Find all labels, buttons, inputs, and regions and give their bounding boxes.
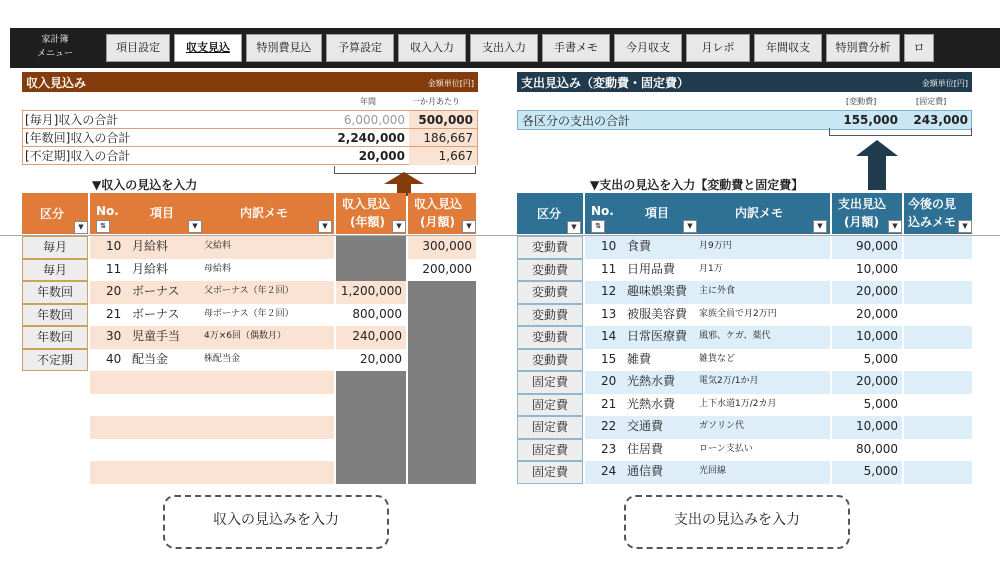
expense-row-item: 交通費 bbox=[627, 419, 664, 433]
income-row-memo: 父ボーナス（年２回） bbox=[204, 286, 294, 296]
income-row-memo: 株配当金 bbox=[204, 353, 241, 364]
table-row[interactable] bbox=[585, 439, 830, 462]
table-row[interactable] bbox=[585, 259, 830, 282]
income-summary-monthly[interactable]: 500,000 bbox=[409, 111, 477, 129]
income-row-no: 30 bbox=[106, 329, 122, 343]
income-summary-row bbox=[22, 110, 478, 129]
income-row-annual[interactable] bbox=[336, 259, 406, 282]
expense-col-fixed: [固定費] bbox=[916, 97, 947, 106]
expense-summary-label: 各区分の支出の合計 bbox=[522, 114, 631, 128]
income-row-item: 月給料 bbox=[132, 261, 169, 276]
expense-row-amount[interactable]: 20,000 bbox=[832, 304, 902, 327]
expense-th-amount: 支出見込 (月額) ▼ bbox=[832, 193, 902, 234]
expense-row-amount[interactable]: 90,000 bbox=[832, 236, 902, 259]
income-row-annual[interactable]: 240,000 bbox=[336, 326, 406, 349]
income-row-item: 配当金 bbox=[132, 351, 169, 366]
income-summary-row bbox=[22, 146, 478, 165]
expense-unit: 金額単位[円] bbox=[921, 79, 968, 88]
expense-row-no: 24 bbox=[601, 464, 617, 478]
expense-row-memo: ローン支払い bbox=[699, 443, 753, 454]
expense-row-amount[interactable]: 20,000 bbox=[832, 281, 902, 304]
expense-row-amount[interactable]: 10,000 bbox=[832, 326, 902, 349]
table-row[interactable] bbox=[585, 349, 830, 372]
tab-5[interactable]: 収入入力 bbox=[398, 34, 466, 62]
income-th-memo: 内訳メモ bbox=[240, 206, 289, 220]
table-row[interactable] bbox=[585, 371, 830, 394]
expense-row-item: 日常医療費 bbox=[627, 329, 688, 343]
expense-row-no: 15 bbox=[601, 351, 617, 366]
table-row[interactable] bbox=[90, 439, 334, 462]
income-arrow-icon bbox=[384, 172, 424, 184]
income-row-monthly[interactable] bbox=[408, 371, 476, 394]
income-row-kubun[interactable]: 不定期 bbox=[22, 349, 88, 372]
expense-row-memo: 電気2万/1か月 bbox=[699, 376, 759, 386]
income-th-monthly: 収入見込 (月額) ▼ bbox=[408, 193, 476, 234]
expense-col-variable: [変動費] bbox=[846, 97, 877, 106]
table-row[interactable] bbox=[90, 461, 334, 484]
expense-row-amount[interactable]: 5,000 bbox=[832, 394, 902, 417]
filter-dropdown-icon[interactable]: ▼ bbox=[567, 221, 581, 234]
filter-dropdown-icon[interactable]: ▼ bbox=[318, 220, 332, 233]
income-section-header bbox=[22, 72, 478, 92]
expense-th-main bbox=[585, 193, 830, 234]
income-row-annual[interactable] bbox=[336, 416, 406, 439]
expense-row-kubun[interactable]: 固定費 bbox=[517, 394, 583, 417]
expense-title: 支出見込み（変動費・固定費） bbox=[521, 76, 690, 90]
menu-label-line2: メニュー bbox=[36, 49, 73, 59]
table-row[interactable] bbox=[585, 416, 830, 439]
table-row[interactable] bbox=[90, 349, 334, 372]
income-row-no: 40 bbox=[106, 351, 122, 366]
expense-row-kubun[interactable]: 変動費 bbox=[517, 281, 583, 304]
sort-icon[interactable]: ⇅ bbox=[591, 220, 605, 233]
income-row-annual[interactable] bbox=[336, 439, 406, 462]
expense-row-future-memo[interactable] bbox=[904, 259, 972, 282]
expense-row-kubun[interactable]: 変動費 bbox=[517, 236, 583, 259]
expense-arrow-icon bbox=[856, 140, 898, 156]
income-row-monthly[interactable] bbox=[408, 326, 476, 349]
income-row-monthly[interactable]: 200,000 bbox=[408, 259, 476, 282]
table-row[interactable] bbox=[90, 281, 334, 304]
income-row-no: 11 bbox=[106, 261, 122, 276]
table-row[interactable] bbox=[90, 394, 334, 417]
expense-row-no: 22 bbox=[601, 419, 617, 433]
expense-row-no: 13 bbox=[601, 306, 617, 321]
income-row-annual[interactable] bbox=[336, 371, 406, 394]
expense-row-memo: 月1万 bbox=[699, 263, 723, 274]
expense-th-future: 今後の見 込みメモ ▼ bbox=[904, 193, 972, 234]
income-summary-annual[interactable]: 20,000 bbox=[358, 149, 405, 163]
filter-dropdown-icon[interactable]: ▼ bbox=[188, 220, 202, 233]
filter-dropdown-icon[interactable]: ▼ bbox=[392, 220, 406, 233]
income-row-monthly[interactable] bbox=[408, 461, 476, 484]
income-summary-annual[interactable]: 2,240,000 bbox=[337, 131, 405, 145]
table-row[interactable] bbox=[90, 236, 334, 259]
income-title: 収入見込み bbox=[26, 76, 87, 90]
table-row[interactable] bbox=[90, 326, 334, 349]
tab-3[interactable]: 特別費見込 bbox=[246, 34, 322, 62]
expense-row-memo: 光回線 bbox=[699, 466, 727, 476]
table-row[interactable] bbox=[585, 326, 830, 349]
expense-th-memo: 内訳メモ bbox=[735, 206, 784, 220]
income-col-monthly: 一か月あたり bbox=[412, 97, 460, 106]
income-summary-label: [毎月]収入の合計 bbox=[25, 113, 119, 127]
income-summary-label: [不定期]収入の合計 bbox=[25, 149, 131, 163]
income-row-monthly[interactable]: 300,000 bbox=[408, 236, 476, 259]
menu-button[interactable] bbox=[10, 28, 100, 68]
income-row-kubun[interactable]: 年数回 bbox=[22, 304, 88, 327]
filter-dropdown-icon[interactable]: ▼ bbox=[683, 220, 697, 233]
filter-dropdown-icon[interactable]: ▼ bbox=[958, 220, 972, 233]
tab-4[interactable]: 予算設定 bbox=[326, 34, 394, 62]
expense-row-no: 21 bbox=[601, 396, 617, 411]
income-row-item: 月給料 bbox=[132, 239, 169, 253]
filter-dropdown-icon[interactable]: ▼ bbox=[813, 220, 827, 233]
income-row-monthly[interactable] bbox=[408, 394, 476, 417]
income-th-annual: 収入見込 (年額) ▼ bbox=[336, 193, 406, 234]
expense-row-item: 日用品費 bbox=[627, 261, 676, 276]
expense-row-memo: 風邪、ケガ、薬代 bbox=[699, 331, 771, 341]
expense-row-no: 11 bbox=[601, 261, 617, 276]
table-row[interactable] bbox=[585, 281, 830, 304]
expense-callout: 支出の見込みを入力 bbox=[624, 495, 850, 549]
expense-row-amount[interactable]: 10,000 bbox=[832, 416, 902, 439]
expense-row-kubun[interactable]: 変動費 bbox=[517, 349, 583, 372]
income-row-kubun[interactable]: 毎月 bbox=[22, 236, 88, 259]
income-row-memo: 母給料 bbox=[204, 263, 232, 274]
table-row[interactable] bbox=[585, 304, 830, 327]
income-callout: 収入の見込みを入力 bbox=[163, 495, 389, 549]
expense-bracket bbox=[829, 128, 972, 136]
income-row-no: 21 bbox=[106, 306, 122, 321]
tab-6[interactable]: 支出入力 bbox=[470, 34, 538, 62]
expense-row-memo: 家族全員で月2万円 bbox=[699, 308, 777, 319]
income-summary-label: [年数回]収入の合計 bbox=[25, 131, 131, 145]
expense-row-item: 雑費 bbox=[627, 351, 652, 366]
expense-row-amount[interactable]: 80,000 bbox=[832, 439, 902, 462]
expense-section-header bbox=[517, 72, 972, 92]
expense-row-memo: 主に外食 bbox=[699, 286, 736, 296]
expense-row-no: 20 bbox=[601, 374, 617, 388]
income-row-no: 10 bbox=[106, 239, 122, 253]
tab-7[interactable]: 手書メモ bbox=[542, 34, 610, 62]
expense-row-item: 光熱水費 bbox=[627, 396, 676, 411]
expense-row-kubun[interactable]: 固定費 bbox=[517, 439, 583, 462]
expense-th-item: 項目 bbox=[645, 206, 670, 220]
expense-input-heading: ▼支出の見込を入力【変動費と固定費】 bbox=[590, 178, 804, 192]
expense-row-amount[interactable]: 5,000 bbox=[832, 349, 902, 372]
expense-row-future-memo[interactable] bbox=[904, 394, 972, 417]
tab-12[interactable]: ロ bbox=[904, 34, 934, 62]
expense-row-future-memo[interactable] bbox=[904, 326, 972, 349]
income-row-kubun[interactable]: 年数回 bbox=[22, 281, 88, 304]
expense-row-kubun[interactable]: 固定費 bbox=[517, 416, 583, 439]
income-summary-monthly[interactable]: 186,667 bbox=[409, 129, 477, 147]
expense-row-future-memo[interactable] bbox=[904, 304, 972, 327]
tab-1[interactable]: 項目設定 bbox=[106, 34, 170, 62]
income-col-annual: 年間 bbox=[360, 97, 376, 106]
expense-row-memo: 雑貨など bbox=[699, 353, 736, 364]
expense-row-future-memo[interactable] bbox=[904, 236, 972, 259]
filter-dropdown-icon[interactable]: ▼ bbox=[888, 220, 902, 233]
income-row-memo: 母ボーナス（年２回） bbox=[204, 308, 294, 319]
expense-row-kubun[interactable]: 変動費 bbox=[517, 304, 583, 327]
expense-row-kubun[interactable]: 固定費 bbox=[517, 371, 583, 394]
income-row-item: 児童手当 bbox=[132, 329, 181, 343]
income-row-monthly[interactable] bbox=[408, 416, 476, 439]
expense-th-kubun: 区分 ▼ bbox=[517, 193, 583, 234]
income-row-annual[interactable] bbox=[336, 461, 406, 484]
table-row[interactable] bbox=[90, 371, 334, 394]
table-row[interactable] bbox=[90, 416, 334, 439]
expense-row-item: 被服美容費 bbox=[627, 306, 688, 321]
tab-8[interactable]: 今月収支 bbox=[614, 34, 682, 62]
table-row[interactable] bbox=[585, 236, 830, 259]
tab-9[interactable]: 月レポ bbox=[686, 34, 750, 62]
expense-row-item: 通信費 bbox=[627, 464, 664, 478]
income-summary-row bbox=[22, 128, 478, 147]
income-row-annual[interactable]: 800,000 bbox=[336, 304, 406, 327]
table-row[interactable] bbox=[90, 259, 334, 282]
income-input-heading: ▼収入の見込を入力 bbox=[92, 178, 198, 192]
income-row-monthly[interactable] bbox=[408, 439, 476, 462]
income-unit: 金額単位[円] bbox=[427, 79, 474, 88]
income-row-monthly[interactable] bbox=[408, 281, 476, 304]
expense-row-item: 光熱水費 bbox=[627, 374, 676, 388]
expense-row-amount[interactable]: 20,000 bbox=[832, 371, 902, 394]
filter-dropdown-icon[interactable]: ▼ bbox=[74, 221, 88, 234]
expense-row-memo: 上下水道1万/2カ月 bbox=[699, 398, 777, 409]
income-summary-monthly[interactable]: 1,667 bbox=[409, 147, 477, 165]
expense-row-memo: ガソリン代 bbox=[699, 421, 745, 431]
expense-row-item: 食費 bbox=[627, 239, 652, 253]
income-th-item: 項目 bbox=[150, 206, 175, 220]
income-row-monthly[interactable] bbox=[408, 304, 476, 327]
expense-variable-total: 155,000 bbox=[843, 113, 898, 127]
expense-th-no: No. bbox=[591, 204, 614, 218]
expense-row-item: 住居費 bbox=[627, 441, 664, 456]
income-row-annual[interactable] bbox=[336, 236, 406, 259]
expense-row-kubun[interactable]: 変動費 bbox=[517, 326, 583, 349]
expense-row-future-memo[interactable] bbox=[904, 461, 972, 484]
income-th-kubun: 区分 ▼ bbox=[22, 193, 88, 234]
expense-row-future-memo[interactable] bbox=[904, 371, 972, 394]
expense-row-amount[interactable]: 10,000 bbox=[832, 259, 902, 282]
income-row-annual[interactable]: 1,200,000 bbox=[336, 281, 406, 304]
table-row[interactable] bbox=[585, 394, 830, 417]
income-row-kubun[interactable]: 毎月 bbox=[22, 259, 88, 282]
expense-fixed-total: 243,000 bbox=[913, 113, 968, 127]
expense-row-no: 12 bbox=[601, 284, 617, 298]
income-th-no: No. bbox=[96, 204, 119, 218]
expense-row-future-memo[interactable] bbox=[904, 281, 972, 304]
expense-row-kubun[interactable]: 固定費 bbox=[517, 461, 583, 484]
income-row-memo: 4万×6回（偶数月） bbox=[204, 331, 286, 341]
table-row[interactable] bbox=[90, 304, 334, 327]
income-row-no: 20 bbox=[106, 284, 122, 298]
expense-row-item: 趣味娯楽費 bbox=[627, 284, 688, 298]
expense-row-kubun[interactable]: 変動費 bbox=[517, 259, 583, 282]
expense-row-no: 10 bbox=[601, 239, 617, 253]
expense-row-no: 14 bbox=[601, 329, 617, 343]
income-row-item: ボーナス bbox=[132, 284, 180, 298]
tab-11[interactable]: 特別費分析 bbox=[826, 34, 900, 62]
expense-arrow-stem bbox=[868, 154, 886, 190]
tab-10[interactable]: 年間収支 bbox=[754, 34, 822, 62]
sort-icon[interactable]: ⇅ bbox=[96, 220, 110, 233]
income-row-item: ボーナス bbox=[132, 306, 180, 321]
income-row-annual[interactable] bbox=[336, 394, 406, 417]
expense-row-future-memo[interactable] bbox=[904, 416, 972, 439]
income-summary-annual[interactable]: 6,000,000 bbox=[343, 113, 405, 127]
expense-row-future-memo[interactable] bbox=[904, 439, 972, 462]
income-row-kubun[interactable]: 年数回 bbox=[22, 326, 88, 349]
expense-row-memo: 月9万円 bbox=[699, 241, 732, 251]
income-row-annual[interactable]: 20,000 bbox=[336, 349, 406, 372]
tab-2[interactable]: 収支見込 bbox=[174, 34, 242, 62]
menu-label-line1: 家計簿 bbox=[41, 35, 69, 45]
filter-dropdown-icon[interactable]: ▼ bbox=[462, 220, 476, 233]
expense-row-future-memo[interactable] bbox=[904, 349, 972, 372]
table-row[interactable] bbox=[585, 461, 830, 484]
income-row-memo: 父給料 bbox=[204, 241, 232, 251]
expense-row-no: 23 bbox=[601, 441, 617, 456]
income-th-main bbox=[90, 193, 334, 234]
expense-summary-row bbox=[517, 110, 972, 130]
income-row-monthly[interactable] bbox=[408, 349, 476, 372]
expense-row-amount[interactable]: 5,000 bbox=[832, 461, 902, 484]
